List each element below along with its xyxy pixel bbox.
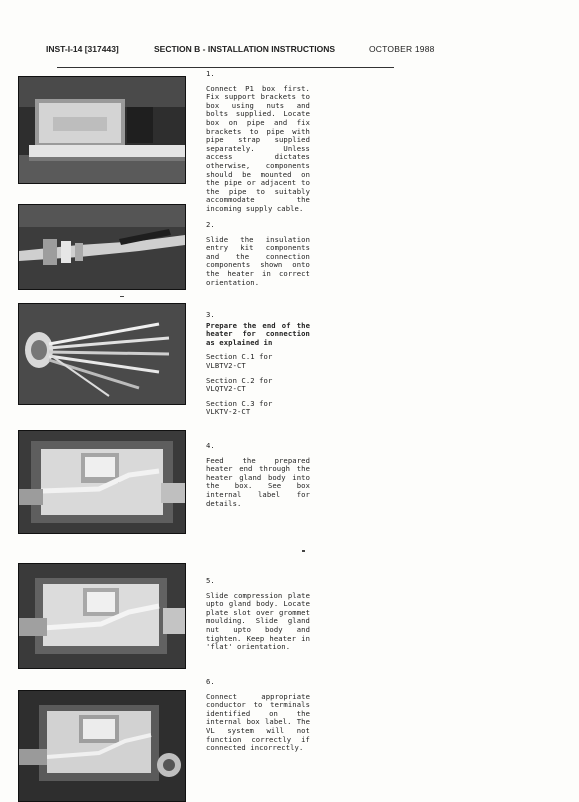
page-header xyxy=(0,44,579,58)
step-1-photo xyxy=(18,76,186,184)
step-2 xyxy=(206,221,310,287)
model-number: VLBTV2-CT xyxy=(206,360,246,370)
section-title: SECTION B - INSTALLATION INSTRUCTIONS xyxy=(154,44,336,54)
section-reference xyxy=(206,400,310,417)
step-number: 5. xyxy=(206,576,215,585)
model-number: VLQTV2-CT xyxy=(206,384,246,394)
step-instructions: Prepare the end of the heater for connection as explained in xyxy=(206,320,310,347)
step-4 xyxy=(206,442,310,508)
step-instructions: Connect appropriate conductor to terminals identified on the internal box label. The VL system will not function correctly if connected incorrectly. xyxy=(206,691,310,753)
header-divider xyxy=(57,67,394,68)
step-1 xyxy=(206,70,310,214)
section-reference-label: Section C.3 for xyxy=(206,398,273,408)
scan-speck xyxy=(302,550,305,552)
scan-speck xyxy=(120,296,124,297)
section-reference xyxy=(206,377,310,394)
section-reference-label: Section C.2 for xyxy=(206,375,273,385)
step-instructions: Slide compression plate upto gland body. Locate plate slot over grommet moulding. Slide gland nut upto body and tighten. Keep heater in 'flat' orientation. xyxy=(206,590,310,652)
step-6-photo xyxy=(18,690,186,802)
step-instructions: Slide the insulation entry kit components and the connection components shown onto the heater in correct orientation. xyxy=(206,234,310,287)
step-number: 4. xyxy=(206,441,215,450)
step-number: 6. xyxy=(206,677,215,686)
section-reference-label: Section C.1 for xyxy=(206,352,273,362)
step-5-photo xyxy=(18,563,186,669)
step-number: 2. xyxy=(206,220,215,229)
step-instructions: Feed the prepared heater end through the heater gland body into the box. See box internal label for details. xyxy=(206,455,310,508)
section-reference xyxy=(206,353,310,370)
step-5 xyxy=(206,577,310,652)
document-reference: INST-I-14 [317443] xyxy=(46,44,119,54)
step-2-photo xyxy=(18,204,186,290)
step-instructions: Connect P1 box first. Fix support brackets to box using nuts and bolts supplied. Locate box on pipe and fix brackets to pipe with pipe strap supplied separately. Unless access dictates otherwise, components should be mounted on the pipe or adjacent to the pipe to suitably accommodate the incoming supply cable. xyxy=(206,83,310,213)
step-6 xyxy=(206,678,310,753)
step-3 xyxy=(206,311,310,417)
step-4-photo xyxy=(18,430,186,534)
step-number: 1. xyxy=(206,69,215,78)
step-3-photo xyxy=(18,303,186,405)
model-number: VLKTV-2-CT xyxy=(206,407,251,417)
step-number: 3. xyxy=(206,310,215,319)
document-date: OCTOBER 1988 xyxy=(369,44,435,54)
